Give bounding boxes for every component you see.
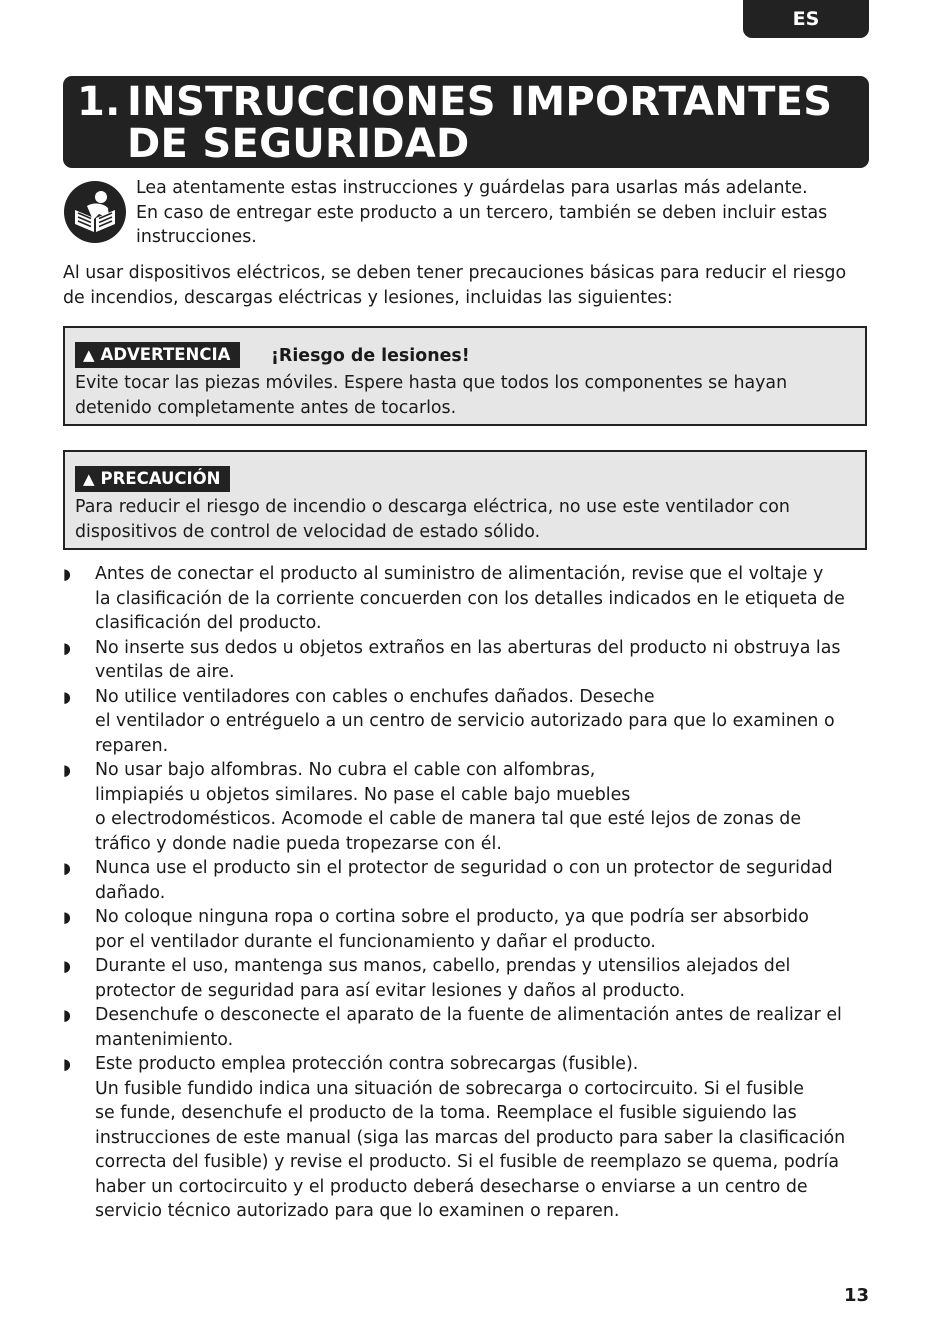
- warning-triangle-icon: ▲: [83, 346, 95, 364]
- intro-line: instrucciones.: [136, 227, 257, 247]
- warning-label: [75, 342, 240, 368]
- lead-line: de incendios, descargas eléctricas y lesiones, incluidas las siguientes:: [63, 287, 673, 308]
- list-item-line: dañado.: [95, 882, 166, 903]
- list-item-line: No coloque ninguna ropa o cortina sobre el producto, ya que podría ser absorbido: [95, 907, 809, 927]
- list-item: [63, 758, 869, 856]
- caution-label: [75, 466, 230, 492]
- caution-signal-word: PRECAUCIÓN: [100, 469, 221, 488]
- section-title-line1: INSTRUCCIONES IMPORTANTES: [127, 79, 833, 125]
- caution-line: dispositivos de control de velocidad de estado sólido.: [75, 521, 541, 542]
- list-item: [63, 636, 869, 685]
- bullet-marker-icon: ◗: [63, 859, 71, 877]
- bullet-marker-icon: ◗: [63, 687, 71, 706]
- list-item-line: haber un cortocircuito y el producto deberá desecharse o enviarse a un centro de: [95, 1176, 808, 1197]
- list-item-line: el ventilador o entréguelo a un centro de servicio autorizado para que lo examinen o: [95, 711, 835, 731]
- warning-risk: ¡Riesgo de lesiones!: [271, 346, 470, 366]
- bullet-marker-icon: ◗: [63, 565, 71, 583]
- safety-instructions-list: [63, 562, 869, 1224]
- bullet-marker-icon: ◗: [63, 1055, 71, 1073]
- list-item-line: tráfico y donde nadie pueda tropezarse con él.: [95, 833, 502, 854]
- list-item-line: No utilice ventiladores con cables o enchufes dañados. Deseche: [95, 686, 655, 707]
- warning-signal-word: ADVERTENCIA: [100, 345, 231, 364]
- list-item-line: Durante el uso, mantenga sus manos, cabello, prendas y utensilios alejados del: [95, 956, 791, 976]
- list-item-line: se funde, desenchufe el producto de la toma. Reemplace el fusible siguiendo las: [95, 1103, 797, 1123]
- list-item: [63, 562, 869, 636]
- list-item-line: Este producto emplea protección contra sobrecargas (fusible).: [95, 1054, 639, 1074]
- warning-line: Evite tocar las piezas móviles. Espere hasta que todos los componentes se hayan: [75, 373, 788, 393]
- warning-triangle-icon: ▲: [83, 470, 95, 488]
- bullet-marker-icon: ◗: [63, 1006, 71, 1024]
- list-item-line: reparen.: [95, 735, 169, 756]
- warning-text: [75, 371, 845, 420]
- list-item-line: clasificación del producto.: [95, 613, 322, 633]
- intro-line: Lea atentamente estas instrucciones y guárdelas para usarlas más adelante.: [136, 178, 808, 198]
- list-item: [63, 1003, 869, 1052]
- list-item-line: Desenchufe o desconecte el aparato de la fuente de alimentación antes de realizar el: [95, 1005, 842, 1025]
- list-item: [63, 905, 869, 954]
- bullet-marker-icon: ◗: [63, 638, 71, 657]
- lead-line: Al usar dispositivos eléctricos, se deben tener precauciones básicas para reducir el riesgo: [63, 263, 847, 283]
- read-manual-icon: [63, 180, 127, 244]
- list-item-line: limpiapiés u objetos similares. No pase el cable bajo muebles: [95, 784, 631, 805]
- list-item-line: Un fusible fundido indica una situación de sobrecarga o cortocircuito. Si el fusible: [95, 1078, 804, 1099]
- list-item-line: correcta del fusible) y revise el producto. Si el fusible de reemplazo se quema, podría: [95, 1152, 839, 1172]
- caution-text: [75, 495, 845, 544]
- section-title: [63, 76, 869, 168]
- list-item-line: Nunca use el producto sin el protector de seguridad o con un protector de seguridad: [95, 858, 833, 878]
- list-item: [63, 685, 869, 759]
- list-item: [63, 954, 869, 1003]
- list-item: [63, 856, 869, 905]
- bullet-marker-icon: ◗: [63, 908, 71, 926]
- bullet-marker-icon: ◗: [63, 761, 71, 779]
- warning-line: detenido completamente antes de tocarlos.: [75, 397, 457, 418]
- list-item-line: instrucciones de este manual (siga las marcas del producto para saber la clasificación: [95, 1127, 846, 1148]
- list-item-line: No inserte sus dedos u objetos extraños en las aberturas del producto ni obstruya las: [95, 637, 841, 658]
- list-item-line: ventilas de aire.: [95, 662, 235, 682]
- intro-line: En caso de entregar este producto a un tercero, también se deben incluir estas: [136, 202, 828, 223]
- list-item-line: servicio técnico autorizado para que lo examinen o reparen.: [95, 1201, 620, 1221]
- list-item: [63, 1052, 869, 1224]
- bullet-marker-icon: ◗: [63, 957, 71, 975]
- section-title-line2: DE SEGURIDAD: [127, 121, 470, 167]
- list-item-line: por el ventilador durante el funcionamiento y dañar el producto.: [95, 931, 656, 952]
- caution-box: [63, 450, 867, 550]
- lead-paragraph: [63, 261, 869, 310]
- list-item-line: protector de seguridad para así evitar lesiones y daños al producto.: [95, 980, 685, 1001]
- list-item-line: o electrodomésticos. Acomode el cable de manera tal que esté lejos de zonas de: [95, 809, 802, 829]
- list-item-line: mantenimiento.: [95, 1029, 234, 1050]
- page-number: 13: [843, 1285, 869, 1306]
- caution-line: Para reducir el riesgo de incendio o descarga eléctrica, no use este ventilador con: [75, 497, 790, 517]
- list-item-line: Antes de conectar el producto al suministro de alimentación, revise que el voltaje y: [95, 564, 824, 584]
- intro-text: [136, 176, 856, 250]
- list-item-line: la clasificación de la corriente concuerden con los detalles indicados en le etiqueta de: [95, 588, 845, 609]
- language-tab: ES: [743, 0, 869, 38]
- list-item-line: No usar bajo alfombras. No cubra el cable con alfombras,: [95, 760, 596, 780]
- warning-box: [63, 326, 867, 426]
- section-number: 1.: [77, 79, 121, 125]
